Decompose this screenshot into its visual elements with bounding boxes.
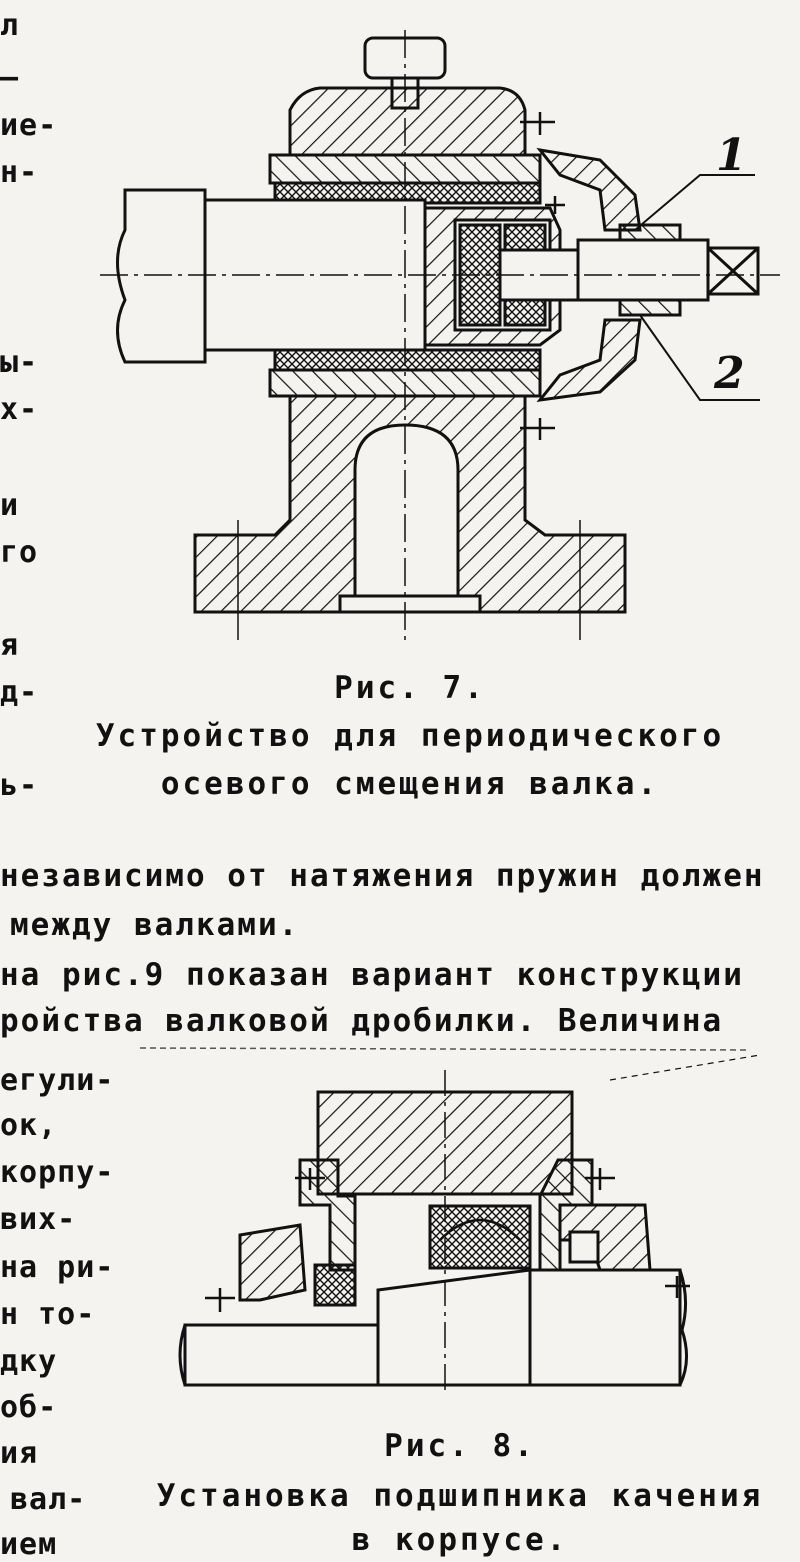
fig7-bottom-bushing xyxy=(275,350,540,370)
fig7-label-1: 1 xyxy=(716,130,747,181)
left-fragment: ием xyxy=(0,1527,58,1562)
fig7-leader-1 xyxy=(635,175,755,230)
left-fragment: н- xyxy=(0,155,39,190)
body-line: ройства валковой дробилки. Величина xyxy=(0,1003,724,1039)
left-fragment: егули- xyxy=(0,1063,115,1098)
body-line: на рис.9 показан вариант конструкции xyxy=(0,957,744,993)
left-fragment: ие- xyxy=(0,108,58,143)
fig8-left-cover xyxy=(240,1225,305,1300)
left-fragment: я xyxy=(0,628,20,663)
left-fragment: вал- xyxy=(10,1482,87,1517)
left-fragment: – xyxy=(0,60,20,95)
fig7-caption-number: Рис. 7. xyxy=(334,670,486,706)
fig8-caption-line1: Установка подшипника качения xyxy=(156,1478,764,1514)
left-fragment: и xyxy=(0,488,20,523)
left-fragment: ь- xyxy=(0,768,39,803)
figure-8-drawing xyxy=(180,1055,760,1395)
fig7-label-2: 2 xyxy=(714,348,745,399)
figure-7-drawing xyxy=(100,30,780,640)
page-rule xyxy=(140,1048,750,1050)
fig8-caption-line2: в корпусе. xyxy=(351,1522,569,1558)
body-line: между валками. xyxy=(10,907,300,943)
left-fragment: об- xyxy=(0,1390,58,1425)
left-fragment: х- xyxy=(0,392,39,427)
left-fragment: ия xyxy=(0,1436,39,1471)
left-fragment: вих- xyxy=(0,1202,77,1237)
left-fragment: корпу- xyxy=(0,1155,115,1190)
fig7-caption-line1: Устройство для периодического xyxy=(95,718,725,754)
fig7-pedestal-arch xyxy=(355,425,458,612)
fig8-lock-nut xyxy=(315,1265,355,1305)
left-fragment: н то- xyxy=(0,1297,96,1332)
left-fragment: на ри- xyxy=(0,1250,115,1285)
left-fragment: л xyxy=(0,8,20,43)
fig8-caption-number: Рис. 8. xyxy=(384,1428,536,1464)
fig7-caption-line2: осевого смещения валка. xyxy=(160,766,660,802)
fig7-top-cap xyxy=(290,88,525,155)
left-fragment: дку xyxy=(0,1344,58,1379)
fig7-shaft xyxy=(118,190,426,362)
left-fragment: го xyxy=(0,535,39,570)
fig7-screw-nut xyxy=(578,240,708,300)
left-fragment: д- xyxy=(0,675,39,710)
body-line: независимо от натяжения пружин должен xyxy=(0,858,765,894)
left-fragment: ы- xyxy=(0,345,39,380)
left-fragment: ок, xyxy=(0,1108,58,1143)
